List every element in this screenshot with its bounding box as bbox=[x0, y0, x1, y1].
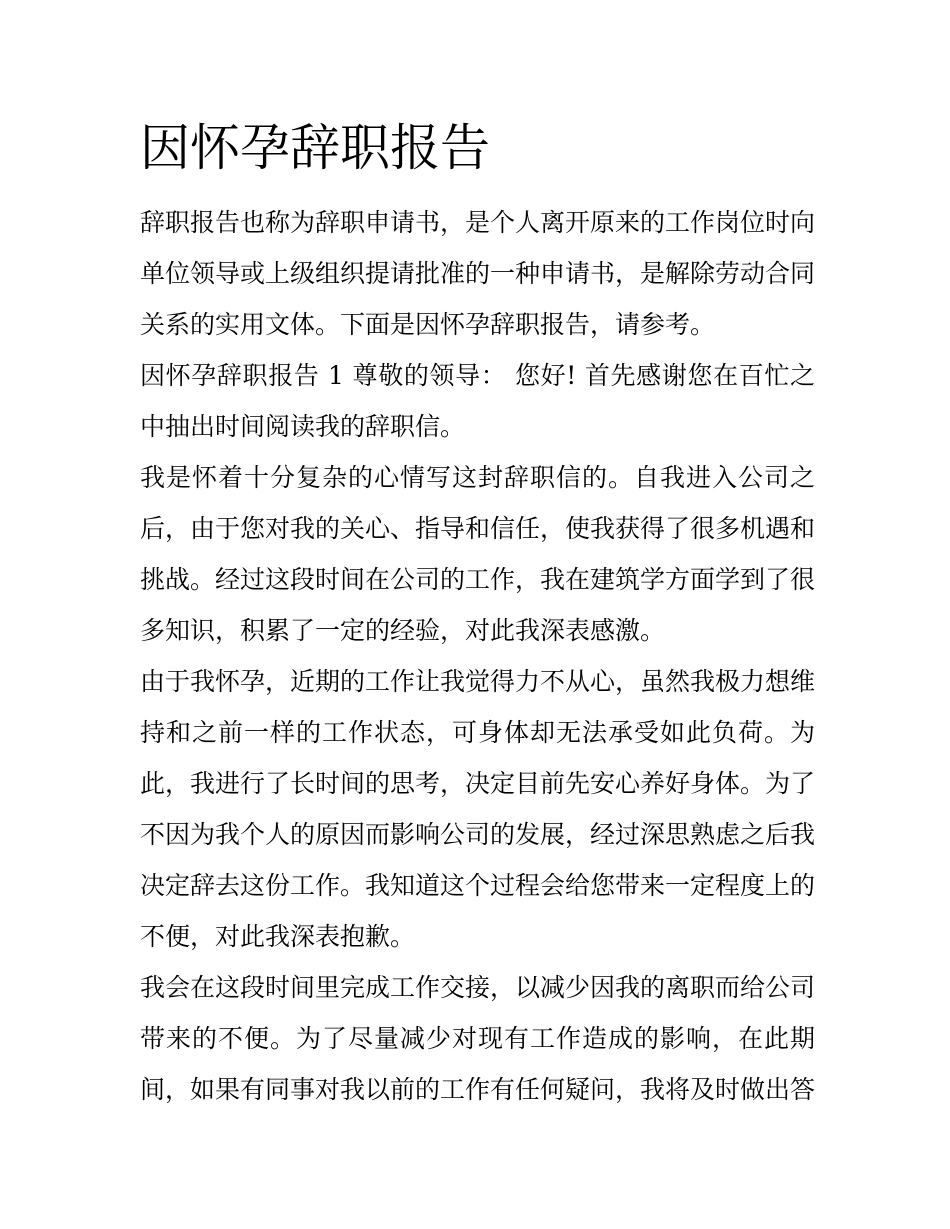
page-title: 因怀孕辞职报告 bbox=[140, 119, 490, 177]
paragraph-greeting: 因怀孕辞职报告 1 尊敬的领导： 您好! 首先感谢您在百忙之中抽出时间阅读我的辞职信。 bbox=[140, 361, 815, 441]
paragraph-reason: 由于我怀孕，近期的工作让我觉得力不从心，虽然我极力想维持和之前一样的工作状态，可身体却无法承受如此负荷。为此，我进行了长时间的思考，决定目前先安心养好身体。为了不因为我个人的原因而影响公司的发展，经过深思熟虑之后我决定辞去这份工作。我知道这个过程会给您带来一定程度上的不便，对此我深表抱歉。 bbox=[140, 667, 816, 951]
paragraph-intro: 辞职报告也称为辞职申请书，是个人离开原来的工作岗位时向单位领导或上级组织提请批准的一种申请书，是解除劳动合同关系的实用文体。下面是因怀孕辞职报告，请参考。 bbox=[140, 208, 816, 339]
paragraph-gratitude: 我是怀着十分复杂的心情写这封辞职信的。自我进入公司之后，由于您对我的关心、指导和信任，使我获得了很多机遇和挑战。经过这段时间在公司的工作，我在建筑学方面学到了很多知识，积累了一定的经验，对此我深表感激。 bbox=[140, 463, 816, 645]
document-body bbox=[140, 197, 815, 1115]
paragraph-handover: 我会在这段时间里完成工作交接，以减少因我的离职而给公司带来的不便。为了尽量减少对现有工作造成的影响，在此期间，如果有同事对我以前的工作有任何疑问，我将及时做出答 bbox=[140, 973, 816, 1104]
